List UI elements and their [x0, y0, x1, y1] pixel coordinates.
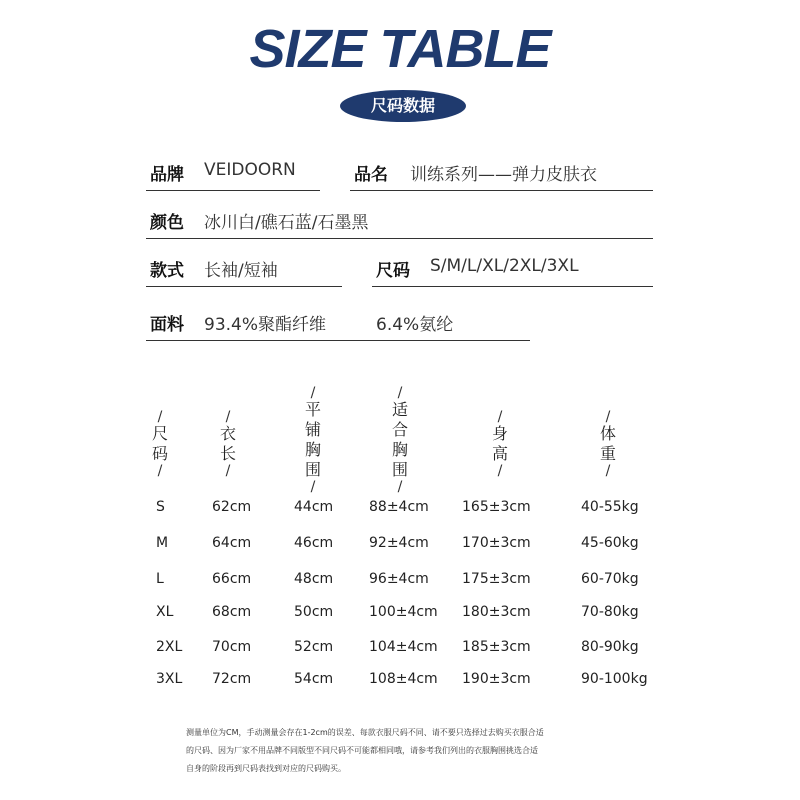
- table-cell-r1-c5: 165±3cm: [462, 499, 531, 515]
- table-cell-r5-c2: 70cm: [212, 639, 252, 655]
- table-cell-r4-c4: 100±4cm: [369, 604, 438, 620]
- table-cell-r5-c3: 52cm: [294, 639, 334, 655]
- style-field: [146, 250, 342, 287]
- table-cell-r1-c2: 62cm: [212, 499, 252, 515]
- header-char: 适: [391, 400, 408, 419]
- table-cell-r5-c6: 80-90kg: [581, 639, 639, 655]
- table-cell-r1-c4: 88±4cm: [369, 499, 429, 515]
- brand-field: [146, 154, 320, 191]
- table-cell-r4-c5: 180±3cm: [462, 604, 531, 620]
- size-field: [372, 250, 653, 287]
- table-cell-r2-c1: M: [156, 535, 169, 551]
- measurement-note-line-3: 自身的阶段再到尺码表找到对应的尺码购买。: [186, 764, 346, 773]
- table-cell-r3-c5: 175±3cm: [462, 571, 531, 587]
- header-char: 衣: [219, 424, 236, 443]
- header-char: 长: [219, 444, 236, 463]
- page-title: SIZE TABLE: [249, 19, 551, 79]
- header-char: 尺: [151, 424, 168, 443]
- header-char: 胸: [391, 440, 408, 459]
- product-name-value: 训练系列——弹力皮肤衣: [410, 165, 597, 185]
- table-cell-r5-c5: 185±3cm: [462, 639, 531, 655]
- product-name-field: [350, 154, 653, 191]
- table-cell-r2-c3: 46cm: [294, 535, 334, 551]
- header-slash: /: [397, 385, 403, 401]
- header-slash: /: [397, 479, 403, 495]
- table-header-col-1: [150, 410, 170, 478]
- table-cell-r2-c4: 92±4cm: [369, 535, 429, 551]
- table-cell-r6-c4: 108±4cm: [369, 671, 438, 687]
- size-value: S/M/L/XL/2XL/3XL: [430, 256, 579, 276]
- table-cell-r3-c3: 48cm: [294, 571, 334, 587]
- header-char: 高: [491, 444, 508, 463]
- table-cell-r2-c5: 170±3cm: [462, 535, 531, 551]
- measurement-note-line-1: 测量单位为CM，手动测量会存在1-2cm的误差、每款衣服尺码不同、请不要只选择过去购买衣服合适: [186, 728, 544, 737]
- style-label: 款式: [150, 261, 184, 281]
- table-cell-r1-c1: S: [156, 499, 165, 515]
- header-char: 身: [491, 424, 508, 443]
- measurement-note-line-2: 的尺码、因为厂家不用品牌不同版型不同尺码不可能都相同哦，请参考我们列出的衣服胸围挑选合适: [186, 746, 538, 755]
- color-field: [146, 202, 653, 239]
- fabric-value-spandex: 6.4%氨纶: [376, 315, 454, 335]
- header-char: 码: [151, 444, 168, 463]
- header-char: 铺: [304, 420, 321, 439]
- header-char: 体: [599, 424, 616, 443]
- table-cell-r2-c6: 45-60kg: [581, 535, 639, 551]
- header-slash: /: [605, 409, 611, 425]
- table-cell-r4-c3: 50cm: [294, 604, 334, 620]
- header-char: 合: [391, 420, 408, 439]
- fabric-label: 面料: [150, 315, 184, 335]
- fabric-field: [146, 304, 530, 341]
- header-slash: /: [605, 463, 611, 479]
- table-header-col-2: [218, 410, 238, 478]
- table-cell-r5-c1: 2XL: [156, 639, 183, 655]
- table-header-col-5: [490, 410, 510, 478]
- header-slash: /: [497, 463, 503, 479]
- header-slash: /: [497, 409, 503, 425]
- table-cell-r4-c6: 70-80kg: [581, 604, 639, 620]
- header-char: 平: [304, 400, 321, 419]
- header-slash: /: [310, 385, 316, 401]
- product-name-label: 品名: [354, 165, 388, 185]
- table-header-col-3: [303, 386, 323, 494]
- table-cell-r4-c2: 68cm: [212, 604, 252, 620]
- size-label: 尺码: [376, 261, 410, 281]
- table-cell-r6-c6: 90-100kg: [581, 671, 648, 687]
- header-slash: /: [310, 479, 316, 495]
- table-cell-r3-c2: 66cm: [212, 571, 252, 587]
- table-cell-r2-c2: 64cm: [212, 535, 252, 551]
- style-value: 长袖/短袖: [204, 261, 278, 281]
- table-header-col-4: [390, 386, 410, 494]
- header-slash: /: [225, 409, 231, 425]
- table-cell-r1-c6: 40-55kg: [581, 499, 639, 515]
- table-cell-r6-c1: 3XL: [156, 671, 183, 687]
- color-label: 颜色: [150, 213, 184, 233]
- table-cell-r6-c2: 72cm: [212, 671, 252, 687]
- color-value: 冰川白/礁石蓝/石墨黑: [204, 213, 369, 233]
- table-header-col-6: [598, 410, 618, 478]
- brand-value: VEIDOORN: [204, 160, 296, 180]
- header-slash: /: [157, 409, 163, 425]
- table-cell-r5-c4: 104±4cm: [369, 639, 438, 655]
- header-char: 围: [391, 460, 408, 479]
- header-slash: /: [157, 463, 163, 479]
- subtitle-badge: 尺码数据: [340, 90, 466, 122]
- table-cell-r4-c1: XL: [156, 604, 174, 620]
- header-char: 重: [599, 444, 616, 463]
- header-char: 围: [304, 460, 321, 479]
- table-cell-r1-c3: 44cm: [294, 499, 334, 515]
- fabric-value-polyester: 93.4%聚酯纤维: [204, 315, 327, 335]
- table-cell-r3-c4: 96±4cm: [369, 571, 429, 587]
- header-char: 胸: [304, 440, 321, 459]
- header-slash: /: [225, 463, 231, 479]
- table-cell-r6-c5: 190±3cm: [462, 671, 531, 687]
- table-cell-r3-c1: L: [156, 571, 164, 587]
- table-cell-r6-c3: 54cm: [294, 671, 334, 687]
- brand-label: 品牌: [150, 165, 184, 185]
- table-cell-r3-c6: 60-70kg: [581, 571, 639, 587]
